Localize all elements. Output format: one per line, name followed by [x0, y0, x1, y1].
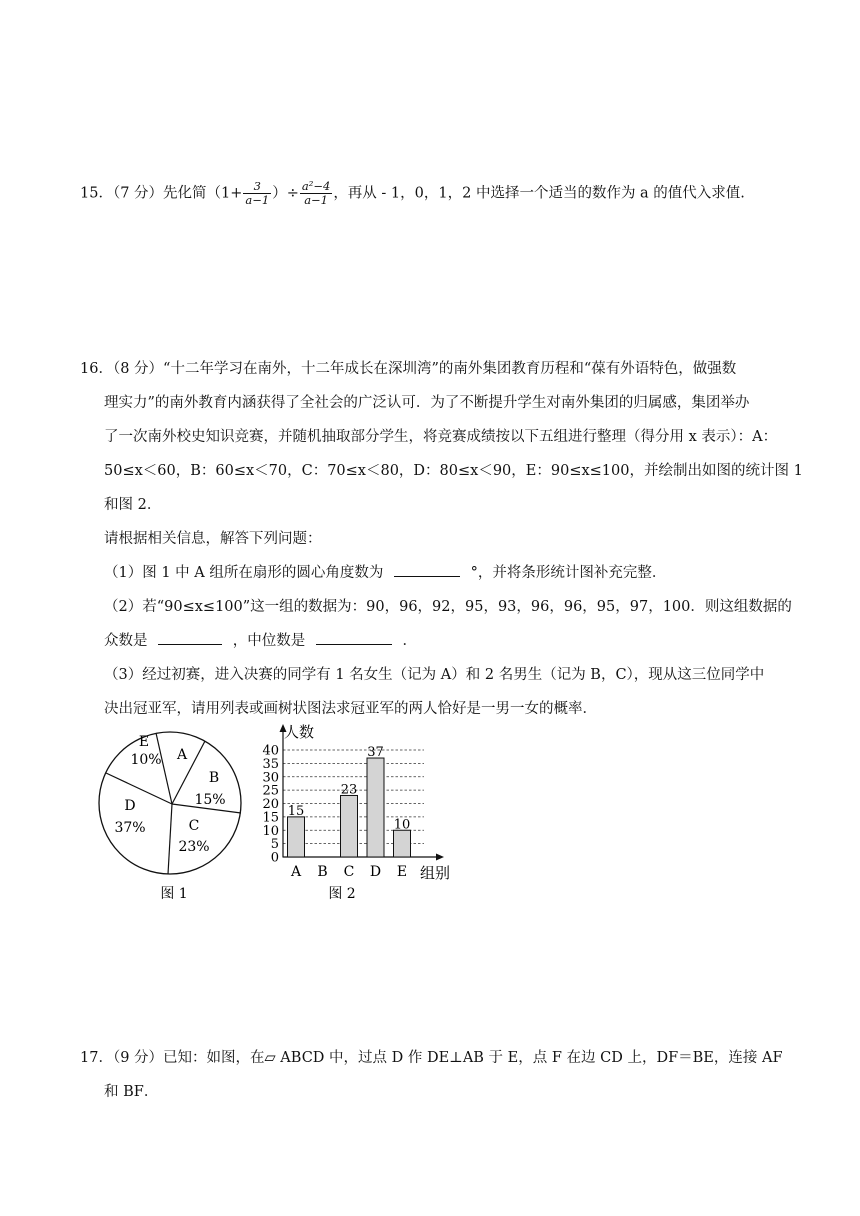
q16-part2-line-1: （2）若“90≤x≤100”这一组的数据为：90，96，92，95，93，96，96，95，97，100．则这组数据的 — [104, 599, 792, 615]
bar-y-tick-label: 20 — [262, 797, 279, 812]
q16-part1-after: °，并将条形统计图补充完整． — [470, 565, 667, 581]
q16-part3-line-1: （3）经过初赛，进入决赛的同学有 1 名女生（记为 A）和 2 名男生（记为 B，C），现从这三位同学中 — [104, 667, 765, 683]
q15-frac2-denominator: a−1 — [304, 193, 328, 207]
pie-sector-label-c: C — [188, 818, 200, 834]
bar-chart-bars — [288, 745, 411, 857]
q16-line-4: 50≤x＜60，B：60≤x＜70，C：70≤x＜80，D：80≤x＜90，E：90≤x≤100，并绘制出如图的统计图 1 — [104, 463, 803, 479]
q16-part1 — [104, 561, 666, 582]
bar-value-label-a: 15 — [287, 803, 305, 819]
pie-sector-percent-c: 23% — [178, 839, 210, 855]
bar-y-tick-label: 30 — [262, 770, 279, 786]
q15-fraction-1 — [243, 180, 271, 207]
bar-chart-y-axis-label: 人数 — [284, 723, 315, 741]
q15-frac1-numerator: 3 — [243, 180, 271, 194]
bar-x-axis-arrow-icon — [436, 854, 444, 861]
pie-sector-label-b: B — [208, 770, 220, 786]
q15-frac2-numerator: a²−4 — [301, 179, 331, 193]
q16-part2-median-label: ，中位数是 — [232, 633, 306, 649]
q15-suffix: ，再从 - 1，0，1，2 中选择一个适当的数作为 a 的值代入求值. — [333, 185, 745, 202]
bar-y-tick-label: 10 — [262, 823, 279, 839]
bar-e — [394, 830, 411, 857]
figure-1-caption: 图 1 — [160, 886, 188, 902]
q16-part1-before: （1）图 1 中 A 组所在扇形的圆心角度数为 — [104, 565, 384, 581]
bar-c — [341, 795, 358, 857]
pie-sector-label-a: A — [176, 747, 188, 763]
bar-value-label-e: 10 — [393, 817, 411, 833]
bar-y-tick-label: 5 — [270, 837, 279, 853]
pie-sector-percent-b: 15% — [194, 792, 226, 808]
q16-mode-answer-blank[interactable] — [158, 630, 222, 645]
q16-line-6: 请根据相关信息，解答下列问题： — [104, 531, 322, 547]
bar-x-tick-label-e: E — [396, 864, 408, 880]
bar-y-tick-label: 25 — [262, 783, 279, 799]
q17-line-1: 17．（9 分）已知：如图，在▱ ABCD 中，过点 D 作 DE⊥AB 于 E，点 F 在边 CD 上，DF＝BE，连接 AF — [80, 1050, 783, 1066]
bar-d — [367, 758, 384, 857]
q15-mid: ）÷ — [272, 185, 299, 202]
bar-y-tick-label: 35 — [262, 756, 279, 772]
q15-prefix: 15．（7 分）先化简（1+ — [80, 185, 243, 202]
q15-fraction-2 — [300, 180, 332, 207]
bar-x-tick-label-b: B — [317, 864, 328, 880]
q17-line-2: 和 BF． — [104, 1084, 159, 1100]
q15-frac1-denominator: a−1 — [245, 193, 270, 207]
bar-x-tick-label-d: D — [369, 864, 382, 880]
q16-line-1: 16．（8 分）“十二年学习在南外，十二年成长在深圳湾”的南外集团教育历程和“葆有外语特色，做强数 — [80, 361, 737, 377]
q16-median-answer-blank[interactable] — [316, 630, 392, 645]
bar-y-tick-label: 15 — [262, 810, 279, 826]
q16-part2-mode-label: 众数是 — [104, 633, 148, 649]
pie-sector-label-e: E — [138, 734, 150, 750]
q15-line — [80, 180, 745, 207]
q16-part2-end: ． — [402, 633, 417, 649]
bar-x-tick-label-a: A — [290, 864, 302, 880]
pie-sector-label-d: D — [124, 798, 136, 814]
q16-part1-answer-blank[interactable] — [394, 562, 460, 577]
figure-2-bar-chart — [256, 716, 456, 908]
pie-group — [99, 732, 241, 874]
bar-a — [288, 817, 305, 857]
q16-part3-line-2: 决出冠亚军，请用列表或画树状图法求冠亚军的两人恰好是一男一女的概率． — [104, 701, 597, 717]
bar-y-tick-label: 0 — [270, 850, 279, 866]
figure-1-pie-chart — [96, 726, 252, 906]
q16-part2-line-2 — [104, 629, 417, 650]
bar-value-label-d: 37 — [367, 745, 384, 761]
q16-line-2: 理实力”的南外教育内涵获得了全社会的广泛认可．为了不断提升学生对南外集团的归属感，集团举办 — [104, 395, 750, 411]
figure-2-caption: 图 2 — [328, 886, 356, 902]
q16-line-3: 了一次南外校史知识竞赛，并随机抽取部分学生，将竞赛成绩按以下五组进行整理（得分用 x 表示）：A： — [104, 429, 778, 445]
bar-y-tick-label: 40 — [262, 743, 279, 759]
pie-sector-percent-d: 37% — [114, 820, 146, 836]
bar-value-label-c: 23 — [340, 782, 358, 798]
pie-sector-percent-e: 10% — [130, 752, 162, 768]
bar-x-tick-label-c: C — [343, 864, 355, 880]
q16-line-5: 和图 2． — [104, 497, 162, 513]
bar-chart-x-axis-label: 组别 — [420, 864, 451, 882]
